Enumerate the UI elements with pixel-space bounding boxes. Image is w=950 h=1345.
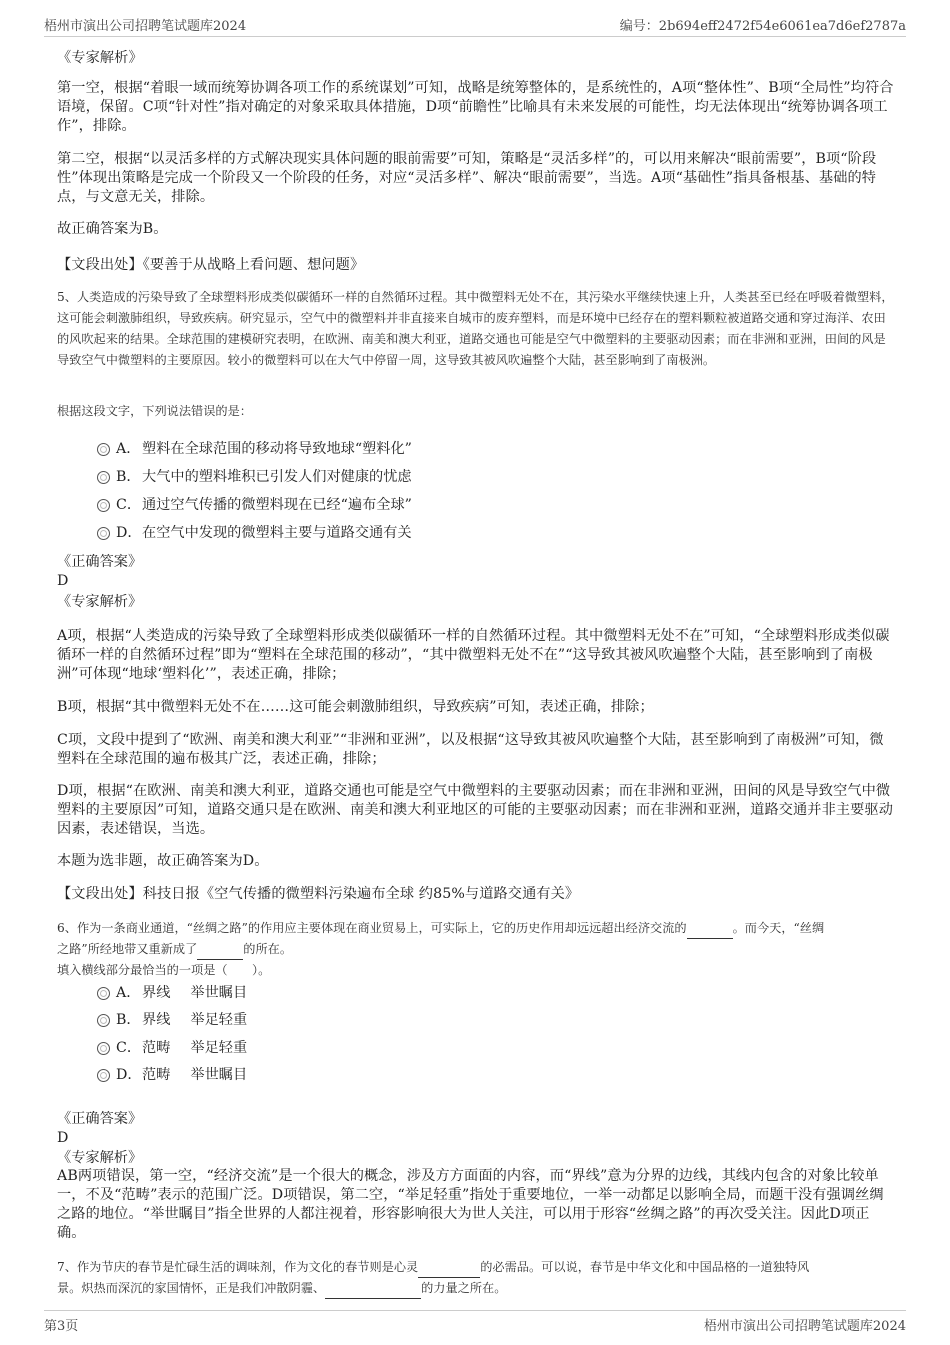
- option-text: 大气中的塑料堆积已引发人们对健康的忧虑: [142, 469, 412, 485]
- q6-option-d[interactable]: D．范畴 举世瞩目: [97, 1064, 247, 1086]
- radio-icon[interactable]: [97, 527, 110, 540]
- page-number: 第3页: [44, 1319, 79, 1334]
- header-doc-id: 编号：2b694eff2472f54e6061ea7d6ef2787a: [619, 19, 906, 34]
- radio-icon[interactable]: [97, 443, 110, 456]
- page-header: [44, 12, 906, 37]
- q6-analysis: AB两项错误，第一空，“经济交流”是一个很大的概念，涉及方方面面的内容，而“界线”意为分界的边线，其线内包含的对象比较单一，不及“范畴”表示的范围广泛。D项错误，第二空，“举足轻重”指处于重要地位，一举一动都足以影响全局，而题干没有强调丝绸之路的地位。“举世瞩目”指全世界的人都注视着，形容影响很大为世人关注，可以用于形容“丝绸之路”的再次受关注。因此D项正确。: [57, 1168, 884, 1241]
- blank-2: [325, 1298, 421, 1299]
- q5-option-d[interactable]: D．在空气中发现的微塑料主要与道路交通有关: [97, 522, 412, 544]
- q5-option-a[interactable]: A． 塑料在全球范围的移动将导致地球“塑料化”: [97, 438, 412, 460]
- footer-title: 梧州市演出公司招聘笔试题库2024: [703, 1319, 906, 1334]
- radio-icon[interactable]: [97, 987, 110, 1000]
- q5-option-c[interactable]: C．通过空气传播的微塑料现在已经“遍布全球”: [97, 494, 412, 516]
- q5-answer: D: [57, 573, 69, 589]
- q4-analysis-title: 《专家解析》: [57, 50, 143, 66]
- q7-passage: 7、作为节庆的春节是忙碌生活的调味剂，作为文化的春节则是心灵 的必需品。可以说，春节是中华文化和中国品格的一道独特风 景。炽热而深沉的家国情怀，正是我们冲散阴霾、 的力量之所在。: [57, 1257, 895, 1299]
- radio-icon[interactable]: [97, 499, 110, 512]
- q4-analysis-para1: 第一空，根据“着眼一域而统筹协调各项工作的系统谋划”可知，战略是统筹整体的，是系统性的，A项“整体性”、B项“全局性”均符合语境，保留。C项“针对性”指对确定的对象采取具体措施，D项“前瞻性”比喻具有未来发展的可能性，均无法体现出“统筹协调各项工作”，排除。: [57, 80, 894, 134]
- q5-option-b[interactable]: B．大气中的塑料堆积已引发人们对健康的忧虑: [97, 466, 412, 488]
- q4-answer-line: 故正确答案为B。: [57, 221, 168, 237]
- q5-passage: 5、人类造成的污染导致了全球塑料形成类似碳循环一样的自然循环过程。其中微塑料无处不在，其污染水平继续快速上升，人类甚至已经在呼吸着微塑料，这可能会刺激肺组织，导致疾病。研究显示，空气中的微塑料并非直接来自城市的废弃塑料，而是环境中已经存在的塑料颗粒被道路交通和穿过海洋、农田的风吹起来的结果。全球范围的建模研究表明，在欧洲、南美和澳大利亚，道路交通也可能是空气中微塑料的主要驱动因素；而在非洲和亚洲，田间的风是导致空气中微塑料的主要原因。较小的微塑料可以在大气中停留一周，这导致其被风吹遍整个大陆，甚至影响到了南极洲。: [57, 290, 894, 367]
- q6-answer-title: 《正确答案》: [57, 1111, 143, 1127]
- radio-icon[interactable]: [97, 471, 110, 484]
- q5-source: 【文段出处】科技日报《空气传播的微塑料污染遍布全球 约85%与道路交通有关》: [57, 886, 580, 902]
- radio-icon[interactable]: [97, 1069, 110, 1082]
- q6-answer: D: [57, 1130, 69, 1146]
- page-footer: [44, 1310, 906, 1334]
- q5-conclusion: 本题为选非题，故正确答案为D。: [57, 853, 269, 869]
- blank-1: [687, 938, 733, 939]
- header-title: 梧州市演出公司招聘笔试题库2024: [44, 19, 247, 34]
- q5-analysis-title: 《专家解析》: [57, 594, 143, 610]
- q6-question: 填入横线部分最恰当的一项是（ ）。: [57, 963, 271, 977]
- option-text: 塑料在全球范围的移动将导致地球“塑料化”: [142, 441, 412, 457]
- radio-icon[interactable]: [97, 1014, 110, 1027]
- q5-analysis-a: A项，根据“人类造成的污染导致了全球塑料形成类似碳循环一样的自然循环过程。其中微塑料无处不在”可知，“全球塑料形成类似碳循环一样的自然循环过程”即为“塑料在全球范围的移动”，“其中微塑料无处不在”“这导致其被风吹遍整个大陆，甚至影响到了南极洲”可体现“地球‘塑料化’”，表述正确，排除；: [57, 628, 890, 682]
- q4-analysis-para2: 第二空，根据“以灵活多样的方式解决现实具体问题的眼前需要”可知，策略是“灵活多样”的，可以用来解决“眼前需要”，B项“阶段性”体现出策略是完成一个阶段又一个阶段的任务，对应“灵活多样”、解决“眼前需要”，当选。A项“基础性”指具备根基、基础的特点，与文意无关，排除。: [57, 151, 877, 205]
- q4-source: 【文段出处】《要善于从战略上看问题、想问题》: [57, 257, 365, 273]
- radio-icon[interactable]: [97, 1042, 110, 1055]
- q5-analysis-b: B项，根据“其中微塑料无处不在……这可能会刺激肺组织，导致疾病”可知，表述正确，排除；: [57, 699, 654, 715]
- q5-question: 根据这段文字，下列说法错误的是：: [57, 404, 252, 418]
- q6-option-a[interactable]: A． 界线 举世瞩目: [97, 982, 247, 1004]
- q6-option-c[interactable]: C．范畴 举足轻重: [97, 1037, 247, 1059]
- q6-analysis-title: 《专家解析》: [57, 1150, 143, 1166]
- q5-analysis-d: D项，根据“在欧洲、南美和澳大利亚，道路交通也可能是空气中微塑料的主要驱动因素；而在非洲和亚洲，田间的风是导致空气中微塑料的主要原因”可知，道路交通只是在欧洲、南美和澳大利亚地区的可能的主要驱动因素；而在非洲和亚洲，道路交通并非主要驱动因素，表述错误，当选。: [57, 783, 894, 837]
- q5-analysis-c: C项，文段中提到了“欧洲、南美和澳大利亚”“非洲和亚洲”，以及根据“这导致其被风吹遍整个大陆，甚至影响到了南极洲”可知，微塑料在全球范围的遍布极其广泛，表述正确，排除；: [57, 732, 884, 767]
- q6-option-b[interactable]: B．界线 举足轻重: [97, 1009, 247, 1031]
- q6-passage: 6、作为一条商业通道，“丝绸之路”的作用应主要体现在商业贸易上，可实际上，它的历史作用却远远超出经济交流的 。而今天，“丝绸 之路”所经地带又重新成了 的所在。: [57, 918, 895, 960]
- blank-1: [418, 1277, 480, 1278]
- q5-answer-title: 《正确答案》: [57, 554, 143, 570]
- option-text: 在空气中发现的微塑料主要与道路交通有关: [142, 525, 412, 541]
- option-text: 通过空气传播的微塑料现在已经“遍布全球”: [142, 497, 412, 513]
